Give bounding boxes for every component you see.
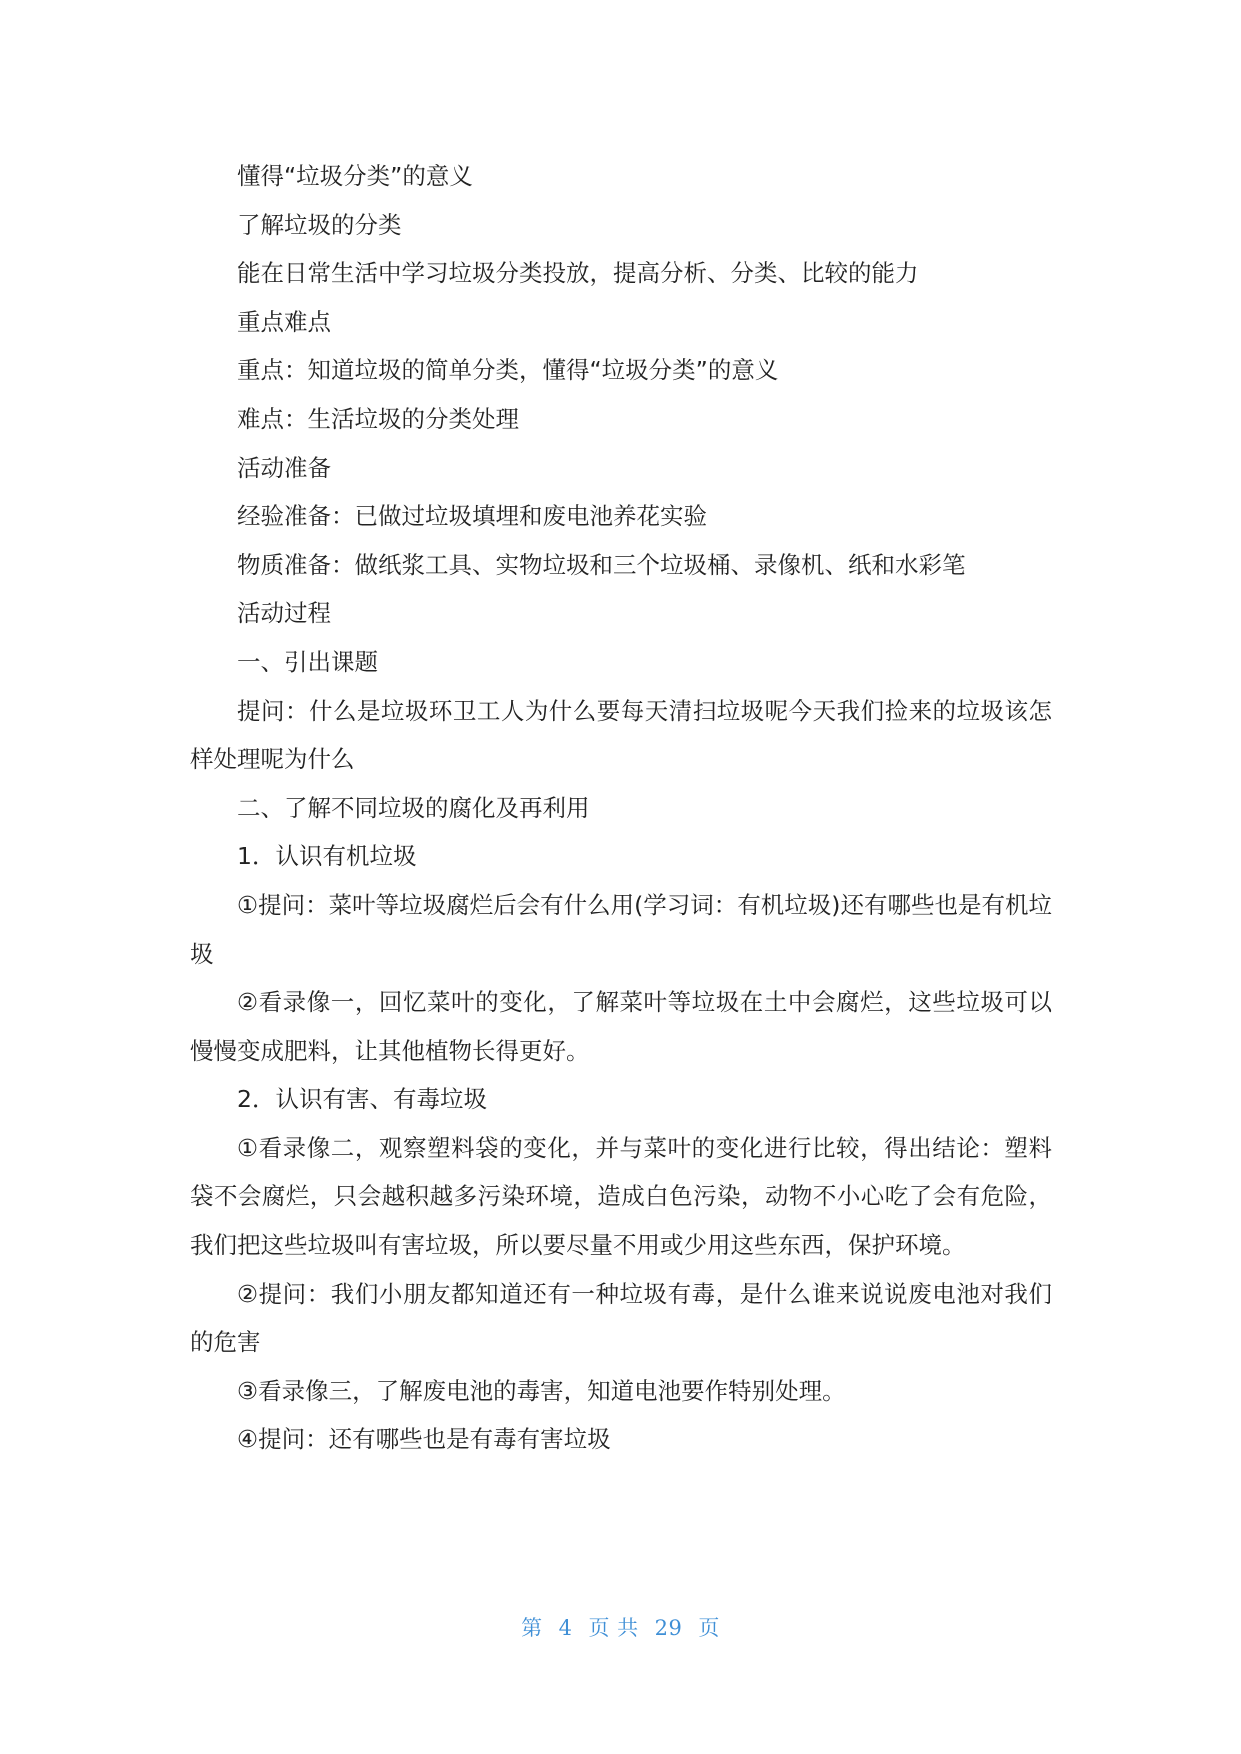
paragraph: ②看录像一，回忆菜叶的变化，了解菜叶等垃圾在土中会腐烂，这些垃圾可以慢慢变成肥料，让其他植物长得更好。 — [190, 988, 1052, 1065]
paragraph: 2．认识有害、有毒垃圾 — [237, 1085, 487, 1114]
paragraph: 物质准备：做纸浆工具、实物垃圾和三个垃圾桶、录像机、纸和水彩笔 — [237, 550, 966, 579]
paragraph: ①看录像二，观察塑料袋的变化，并与菜叶的变化进行比较，得出结论：塑料袋不会腐烂，只会越积越多污染环境，造成白色污染，动物不小心吃了会有危险，我们把这些垃圾叫有害垃圾，所以要尽量不用或少用这些东西，保护环境。 — [190, 1133, 1052, 1260]
footer-suffix: 页 — [698, 1616, 720, 1640]
paragraph: 1．认识有机垃圾 — [237, 842, 417, 871]
total-pages-number: 29 — [654, 1616, 683, 1640]
paragraph: 重点：知道垃圾的简单分类，懂得“垃圾分类”的意义 — [237, 356, 779, 385]
paragraph: 能在日常生活中学习垃圾分类投放，提高分析、分类、比较的能力 — [237, 259, 919, 288]
section-heading: 活动准备 — [237, 453, 331, 482]
paragraph: ①提问：菜叶等垃圾腐烂后会有什么用(学习词：有机垃圾)还有哪些也是有机垃圾 — [190, 890, 1052, 968]
paragraph: ③看录像三，了解废电池的毒害，知道电池要作特别处理。 — [237, 1376, 846, 1405]
paragraph: 经验准备：已做过垃圾填埋和废电池养花实验 — [237, 502, 707, 531]
paragraph: 难点：生活垃圾的分类处理 — [237, 404, 519, 433]
paragraph: ②提问：我们小朋友都知道还有一种垃圾有毒，是什么谁来说说废电池对我们的危害 — [190, 1279, 1052, 1357]
paragraph: 一、引出课题 — [237, 647, 378, 676]
paragraph: ④提问：还有哪些也是有毒有害垃圾 — [237, 1425, 611, 1454]
section-heading: 活动过程 — [237, 599, 331, 628]
paragraph: 了解垃圾的分类 — [237, 210, 402, 239]
page-footer — [0, 1612, 1241, 1642]
document-body — [190, 152, 1052, 1464]
paragraph: 懂得“垃圾分类”的意义 — [237, 162, 473, 190]
section-heading: 重点难点 — [237, 307, 331, 336]
footer-middle: 页 共 — [588, 1616, 639, 1640]
footer-prefix: 第 — [521, 1616, 543, 1640]
current-page-number: 4 — [558, 1616, 573, 1640]
paragraph: 提问：什么是垃圾环卫工人为什么要每天清扫垃圾呢今天我们捡来的垃圾该怎样处理呢为什么 — [190, 696, 1052, 774]
paragraph: 二、了解不同垃圾的腐化及再利用 — [237, 793, 590, 822]
